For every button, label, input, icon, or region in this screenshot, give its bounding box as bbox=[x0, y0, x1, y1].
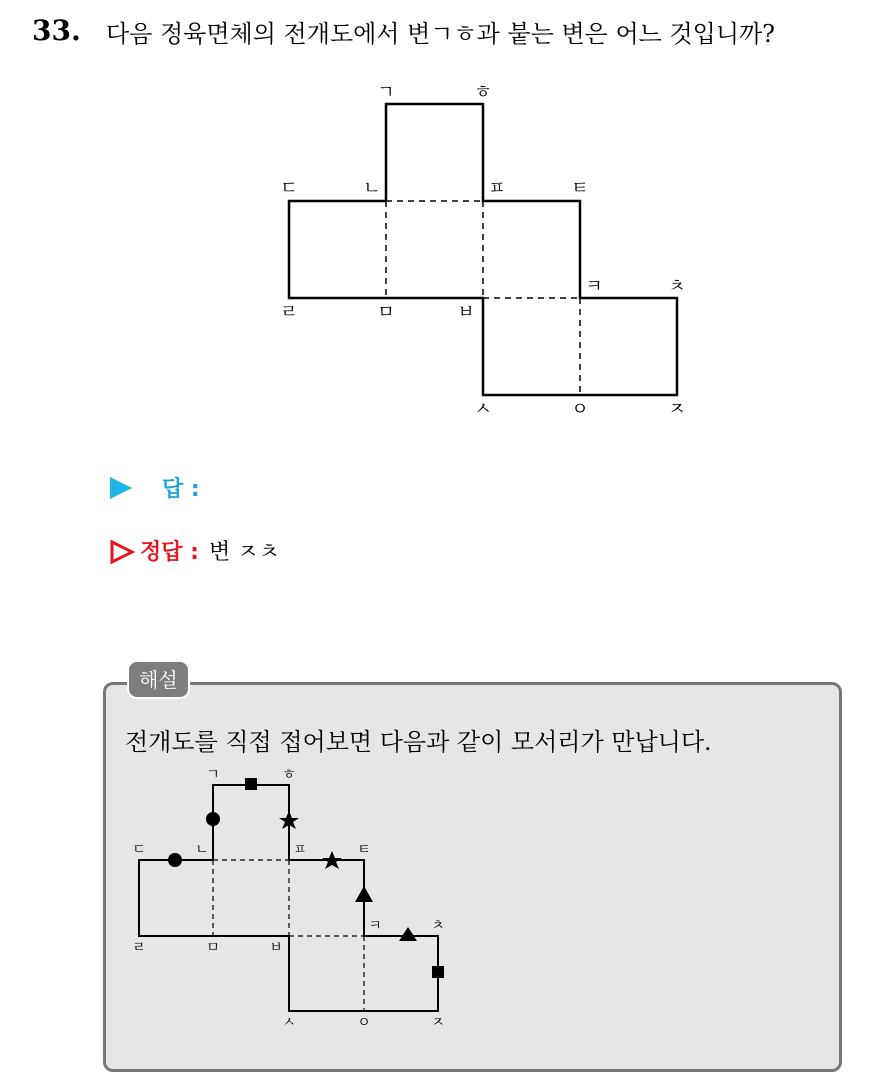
triangle-marker-icon bbox=[355, 886, 373, 902]
vertex-label-ch: ㅊ bbox=[668, 276, 686, 297]
correct-answer-label: 정답 : bbox=[140, 540, 199, 565]
triangle-marker-icon bbox=[399, 927, 417, 941]
small-vertex-label-p: ㅍ bbox=[293, 842, 307, 858]
vertex-label-b: ㅂ bbox=[457, 302, 475, 323]
small-vertex-label-t: ㅌ bbox=[357, 842, 371, 858]
vertex-label-k: ㅋ bbox=[585, 276, 603, 297]
small-vertex-label-g: ㄱ bbox=[206, 767, 220, 783]
vertex-label-o: ㅇ bbox=[571, 399, 589, 420]
small-vertex-label-m: ㅁ bbox=[206, 940, 220, 956]
vertex-label-p: ㅍ bbox=[488, 178, 506, 199]
small-vertex-label-k: ㅋ bbox=[368, 918, 382, 934]
explanation-text: 전개도를 직접 접어보면 다음과 같이 모서리가 만납니다. bbox=[125, 728, 712, 756]
small-vertex-label-b: ㅂ bbox=[269, 940, 283, 956]
question-number: 33. bbox=[32, 14, 81, 47]
star-marker-icon bbox=[322, 851, 342, 869]
small-vertex-label-j: ㅈ bbox=[431, 1015, 445, 1031]
vertex-label-s: ㅅ bbox=[474, 399, 492, 420]
correct-answer-value: 변 ㅈㅊ bbox=[208, 540, 280, 565]
question-text: 다음 정육면체의 전개도에서 변ㄱㅎ과 붙는 변은 어느 것입니까? bbox=[106, 20, 776, 48]
answer-label: 답 : bbox=[162, 477, 200, 502]
vertex-label-r: ㄹ bbox=[280, 302, 298, 323]
small-vertex-label-h: ㅎ bbox=[282, 767, 296, 783]
vertex-label-h: ㅎ bbox=[474, 82, 492, 103]
circle-marker-icon bbox=[206, 812, 220, 826]
circle-marker-icon bbox=[168, 853, 182, 867]
small-vertex-label-o: ㅇ bbox=[357, 1015, 371, 1031]
vertex-label-d: ㄷ bbox=[280, 178, 298, 199]
small-vertex-label-s: ㅅ bbox=[282, 1015, 296, 1031]
vertex-label-n: ㄴ bbox=[363, 178, 381, 199]
square-marker-icon bbox=[432, 966, 444, 978]
small-vertex-label-r: ㄹ bbox=[132, 940, 146, 956]
vertex-label-g: ㄱ bbox=[377, 82, 395, 103]
small-vertex-label-n: ㄴ bbox=[195, 842, 209, 858]
small-vertex-label-ch: ㅊ bbox=[431, 918, 445, 934]
vertex-label-m: ㅁ bbox=[377, 302, 395, 323]
vertex-label-t: ㅌ bbox=[571, 178, 589, 199]
square-marker-icon bbox=[245, 778, 257, 790]
small-vertex-label-d: ㄷ bbox=[132, 842, 146, 858]
explanation-tab: 해설 bbox=[127, 660, 190, 699]
vertex-label-j: ㅈ bbox=[668, 399, 686, 420]
